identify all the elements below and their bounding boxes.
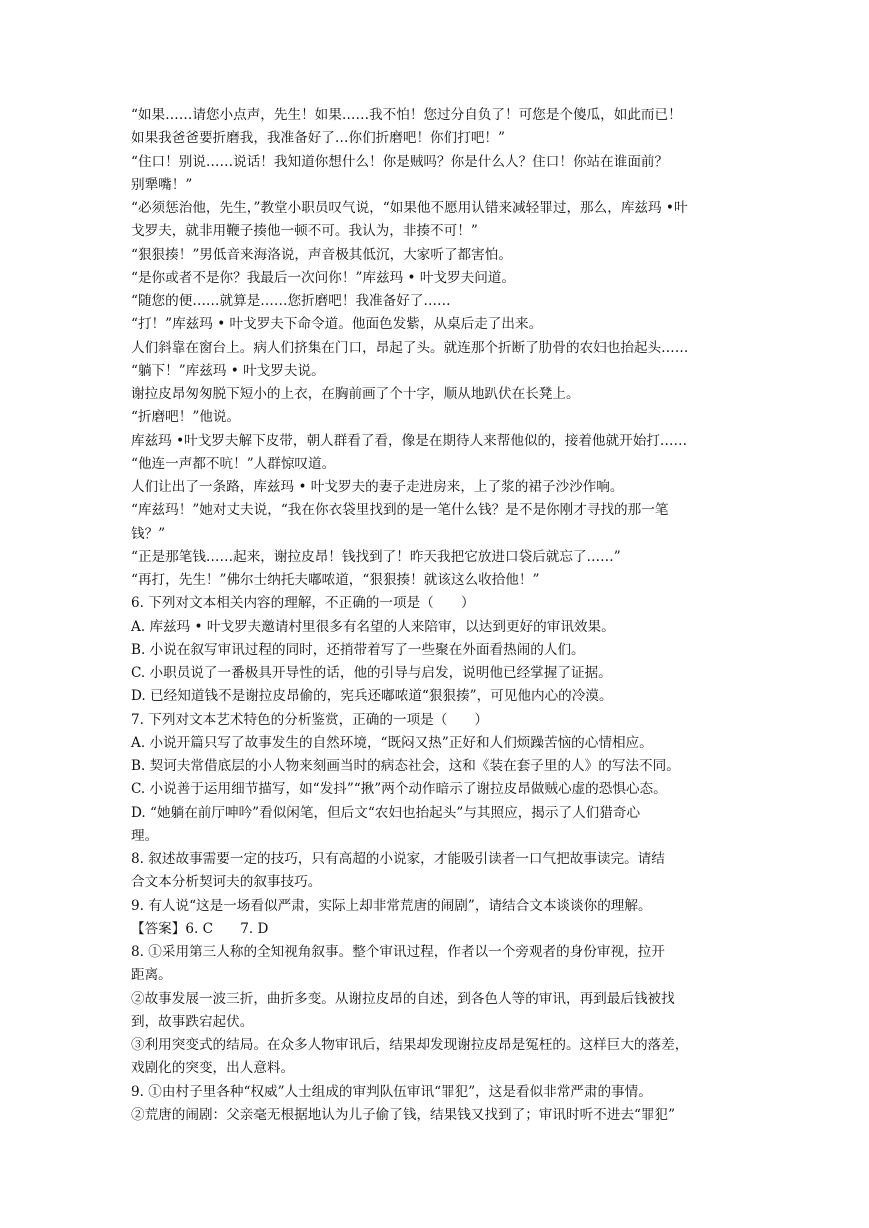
text-line: 戈罗夫，就非用鞭子揍他一顿不可。我认为，非揍不可！” [131,223,478,240]
text-line: 钱？” [131,525,166,542]
text-line: “狠狠揍！”男低音来海洛说，声音极其低沉，大家听了都害怕。 [131,246,512,263]
question-6-option-a: A. 库兹玛 • 叶戈罗夫邀请村里很多有名望的人来陪审，以达到更好的审讯效果。 [131,618,615,635]
text-line: “库兹玛！”她对丈夫说，“我在你衣袋里找到的是一笔什么钱？是不是你刚才寻找的那一笔 [131,502,669,519]
question-6-option-c: C. 小职员说了一番极具开导性的话，他的引导与启发，说明他已经掌握了证据。 [131,665,612,681]
text-line: 人们斜靠在窗台上。病人们挤集在门口，昂起了头。就连那个折断了肋骨的农妇也抬起头…… [131,339,689,356]
answer-heading: 【答案】6. C 7. D [131,920,269,937]
text-line: “住口！别说……说话！我知道你想什么！你是贼吗？你是什么人？住口！你站在谁面前？ [131,153,669,170]
question-6-option-b: B. 小说在叙写审讯过程的同时，还捎带着写了一些聚在外面看热闹的人们。 [131,641,585,658]
question-6-stem: 6. 下列对文本相关内容的理解，不正确的一项是（ ） [131,595,475,612]
text-line: 别犟嘴！” [131,176,193,193]
text-line: “是你或者不是你？我最后一次问你！”库兹玛 • 叶戈罗夫问道。 [131,269,515,286]
question-7-option-b: B. 契诃夫常借底层的小人物来刻画当时的病态社会，这和《装在套子里的人》的写法不同。 [131,758,680,774]
question-7-option-d: D. “她躺在前厅呻吟”看似闲笔，但后文“农妇也抬起头”与其照应，揭示了人们猎奇心 [131,804,641,821]
answer-8-line: ③利用突变式的结局。在众多人物审讯后，结果却发现谢拉皮昂是冤枉的。这样巨大的落差， [131,1037,689,1053]
text-line: “必须惩治他，先生，”教堂小职员叹气说，“如果他不愿用认错来减轻罪过，那么，库兹玛 •叶 [131,200,688,216]
question-9-stem: 9. 有人说“这是一场看似严肃，实际上却非常荒唐的闹剧”，请结合文本谈谈你的理解。 [131,897,652,914]
text-line: “他连一声都不吭！”人群惊叹道。 [131,455,336,472]
answer-8-line: ②故事发展一波三折，曲折多变。从谢拉皮昂的自述，到各色人等的审讯，再到最后钱被找 [131,990,675,1007]
text-line: “正是那笔钱……起来，谢拉皮昂！钱找到了！昨天我把它放进口袋后就忘了……” [131,548,621,565]
question-8-stem-cont: 合文本分析契诃夫的叙事技巧。 [131,874,322,891]
question-7-option-c: C. 小说善于运用细节描写，如“发抖”“揪”两个动作暗示了谢拉皮昂做贼心虚的恐惧心态。 [131,781,667,798]
text-line: 人们让出了一条路，库兹玛 • 叶戈罗夫的妻子走进房来，上了浆的裙子沙沙作响。 [131,479,624,495]
answer-8-line: 距离。 [131,967,172,984]
question-8-stem: 8. 叙述故事需要一定的技巧，只有高超的小说家，才能吸引读者一口气把故事读完。请结 [131,851,665,867]
answer-8-line: 到，故事跌宕起伏。 [131,1013,254,1030]
text-line: “如果……请您小点声，先生！如果……我不怕！您过分自负了！可您是个傻瓜，如此而已！ [131,107,682,123]
question-7-option-a: A. 小说开篇只写了故事发生的自然环境，“既闷又热”正好和人们烦躁苦恼的心情相应。 [131,734,653,751]
text-line: “再打，先生！”佛尔士纳托夫嘟哝道，“狠狠揍！就该这么收拾他！” [131,572,540,588]
answer-8-line: 戏剧化的突变，出人意料。 [131,1060,295,1077]
question-7-stem: 7. 下列对文本艺术特色的分析鉴赏，正确的一项是（ ） [131,711,489,728]
answer-9-line: 9. ①由村子里各种“权威”人士组成的审判队伍审讯“罪犯”，这是看似非常严肃的事情。 [131,1083,652,1100]
question-7-option-d-cont: 理。 [131,827,159,844]
text-line: “躺下！”库兹玛 • 叶戈罗夫说。 [131,362,325,379]
text-line: “折磨吧！”他说。 [131,409,241,426]
text-line: 库兹玛 •叶戈罗夫解下皮带，朝人群看了看，像是在期待人来帮他似的，接着他就开始打…… [131,432,688,449]
answer-8-line: 8. ①采用第三人称的全知视角叙事。整个审讯过程，作者以一个旁观者的身份审视，拉开 [131,944,665,960]
text-line: “随您的便……就算是……您折磨吧！我准备好了…… [131,293,451,309]
question-6-option-d: D. 已经知道钱不是谢拉皮昂偷的，宪兵还嘟哝道“狠狠揍”，可见他内心的冷漠。 [131,688,613,705]
answer-9-line: ②荒唐的闹剧：父亲毫无根据地认为儿子偷了钱，结果钱又找到了；审讯时听不进去“罪犯” [131,1106,676,1123]
text-line: 如果我爸爸要折磨我，我准备好了…你们折磨吧！你们打吧！” [131,130,505,147]
text-line: 谢拉皮昂匆匆脱下短小的上衣，在胸前画了个十字，顺从地趴伏在长凳上。 [131,386,580,402]
text-line: “打！”库兹玛 • 叶戈罗夫下命令道。他面色发紫，从桌后走了出来。 [131,316,543,333]
